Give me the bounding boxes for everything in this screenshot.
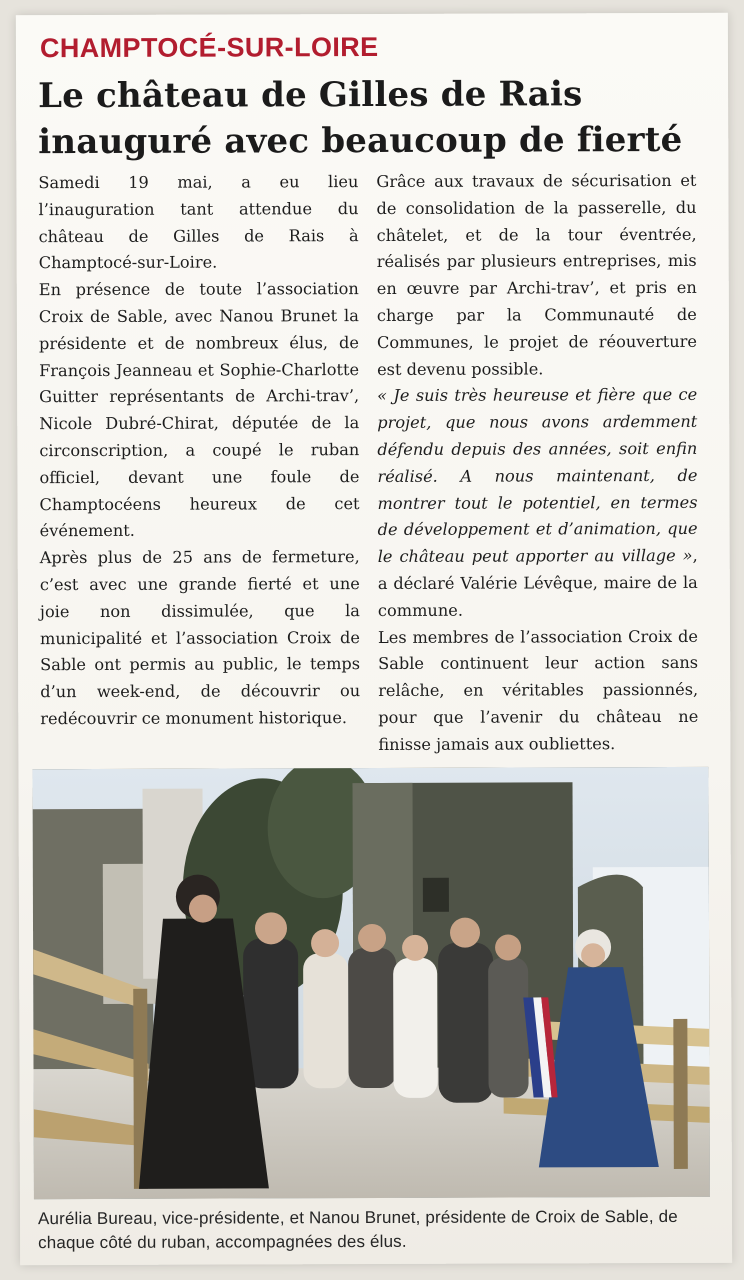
- paragraph-reopening: Après plus de 25 ans de fermeture, c’est avec une grande fierté et une joie non dissimulée, que la municipalité et l’association Croix de Sable ont permis au public, le temps d’un week-end, de découvrir ou redécouvrir ce monument historique.: [39, 547, 361, 729]
- left-column: [38, 169, 360, 733]
- article-kicker: CHAMPTOCÉ-SUR-LOIRE: [39, 31, 379, 64]
- paragraph-ceremony: En présence de toute l’association Croix de Sable, avec Nanou Brunet la présidente et de nombreux élus, de François Jeanneau et Sophie-Charlotte Guitter représentants de Archi-trav’, Nicole Dubré-Chirat, députée de la circonscription, a coupé le ruban officiel, devant une foule de Champtocéens heureux de cet événement.: [38, 279, 360, 541]
- paragraph-members: Les membres de l’association Croix de Sable continuent leur action sans relâche, en véritables passionnés, pour que l’avenir du château ne finisse jamais aux oubliettes.: [377, 626, 699, 754]
- right-column: [376, 168, 698, 759]
- headline-line-1: Le château de Gilles de Rais: [38, 74, 583, 117]
- quote-attribution: , a déclaré Valérie Lévêque, maire de la commune.: [377, 546, 698, 620]
- photo-caption: Aurélia Bureau, vice-présidente, et Nanou Brunet, présidente de Croix de Sable, de chaque côté du ruban, accompagnées des élus.: [37, 1206, 678, 1253]
- paragraph-intro: Samedi 19 mai, a eu lieu l’inauguration tant attendue du château de Gilles de Rais à Champtocé-sur-Loire.: [38, 172, 359, 273]
- castle-photo-illustration: [32, 767, 709, 1199]
- castle-photo: [32, 767, 709, 1199]
- paragraph-works: Grâce aux travaux de sécurisation et de consolidation de la passerelle, du châtelet, et de la tour éventrée, réalisés par plusieurs entreprises, mis en œuvre par Archi-trav’, et pris en charge par la Communauté de Communes, le projet de réouverture est devenu possible.: [376, 170, 697, 379]
- mayor-quote: « Je suis très heureuse et fière que ce projet, que nous avons ardemment défendu depuis des années, soit enfin réalisé. A nous maintenant, de montrer tout le potentiel, en termes de développement et d’animation, que le château peut apporter au village »: [377, 385, 698, 567]
- headline-line-2: inauguré avec beaucoup de fierté: [38, 119, 683, 163]
- article-headline: [38, 71, 718, 165]
- paragraph-quote: [377, 382, 698, 624]
- newspaper-clipping: [16, 13, 732, 1265]
- tower-window: [423, 878, 449, 912]
